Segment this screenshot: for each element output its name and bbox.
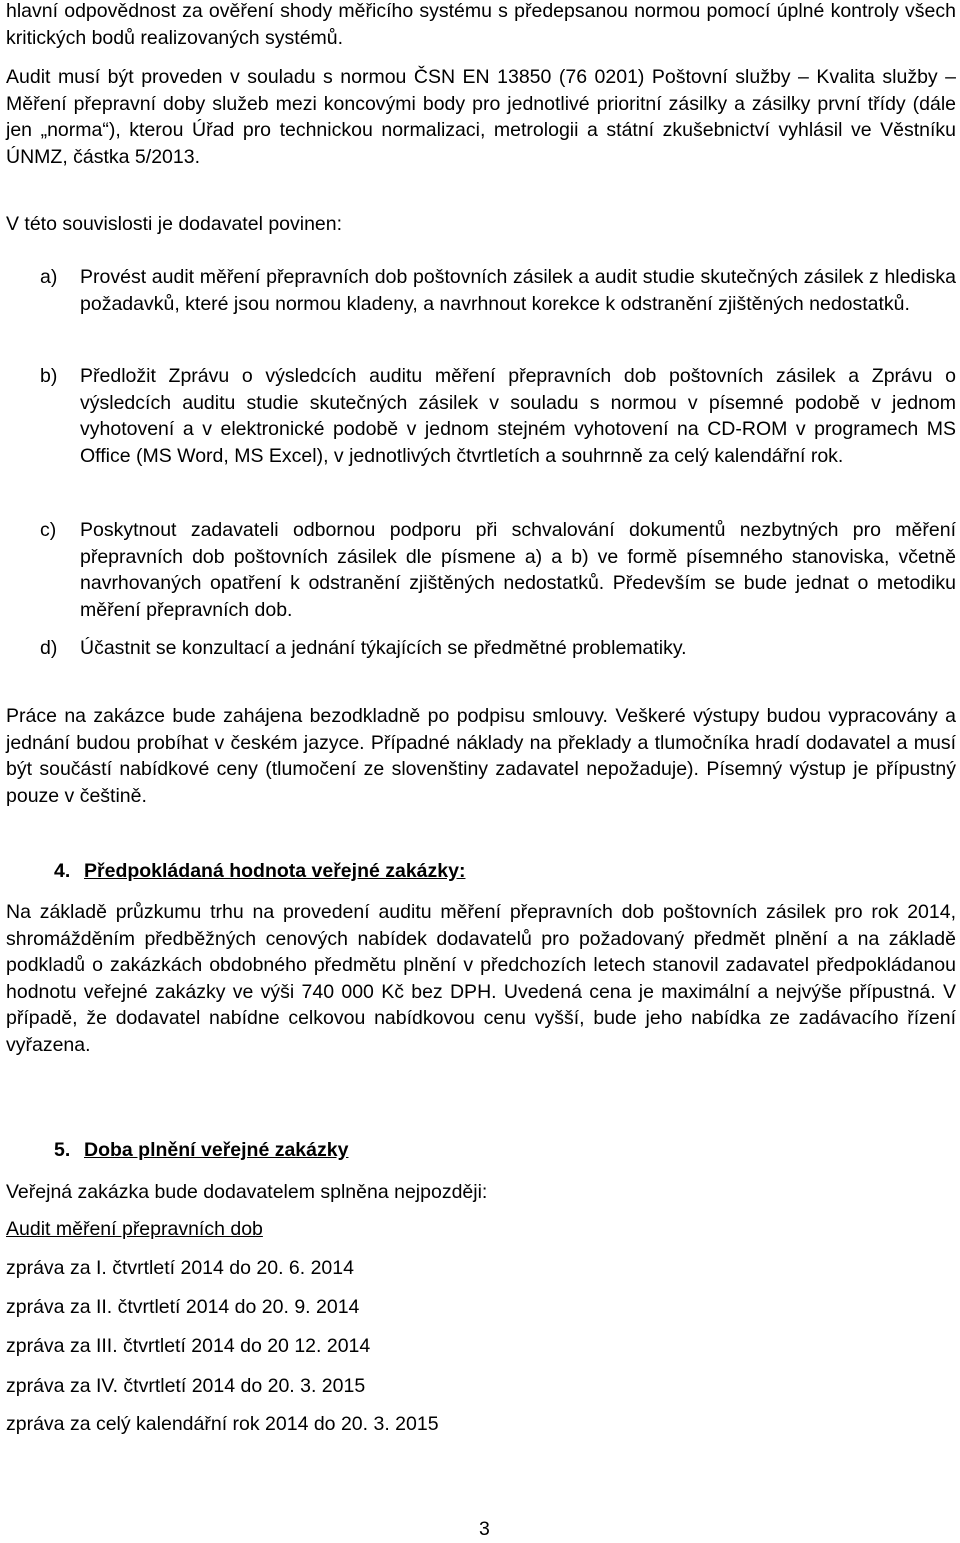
- duty-label: c): [40, 519, 57, 541]
- duty-item-b: [6, 363, 956, 469]
- schedule-item: zpráva za I. čtvrtletí 2014 do 20. 6. 2014: [6, 1257, 354, 1279]
- section-4-heading: [54, 858, 465, 885]
- duty-label: b): [40, 365, 58, 387]
- duty-label: a): [40, 266, 58, 288]
- intro-paragraph: hlavní odpovědnost za ověření shody měřicího systému s předepsanou normou pomocí úplné kontroly všech kritických bodů realizovaných systémů.: [6, 0, 956, 49]
- audit-paragraph: Audit musí být proveden v souladu s normou ČSN EN 13850 (76 0201) Poštovní služby – Kvalita služby – Měření přepravní doby služeb mezi koncovými body pro jednotlivé prioritní zásilky a zásilky první třídy (dále jen „norma“), kterou Úřad pro technickou normalizaci, metrologii a státní zkušebnictví vyhlásil ve Věstníku ÚNMZ, částka 5/2013.: [6, 66, 956, 168]
- schedule-item: zpráva za II. čtvrtletí 2014 do 20. 9. 2014: [6, 1296, 360, 1318]
- duty-text: Poskytnout zadavateli odbornou podporu při schvalování dokumentů nezbytných pro měření přepravních dob poštovních zásilek dle písmene a) a b) ve formě písemného stanoviska, včetně navrhovaných opatření k odstranění zjištěných nedostatků. Především se bude jednat o metodiku měření přepravních dob.: [80, 519, 956, 621]
- section-number: 4.: [54, 860, 71, 882]
- schedule-item: zpráva za IV. čtvrtletí 2014 do 20. 3. 2015: [6, 1375, 366, 1397]
- duty-label: d): [40, 637, 58, 659]
- duty-text: Provést audit měření přepravních dob poštovních zásilek a audit studie skutečných zásilek z hlediska požadavků, které jsou normou kladeny, a navrhnout korekce k odstranění zjištěných nedostatků.: [80, 266, 956, 315]
- section-number: 5.: [54, 1139, 71, 1161]
- work-paragraph: Práce na zakázce bude zahájena bezodkladně po podpisu smlouvy. Veškeré výstupy budou vypracovány a jednání budou probíhat v českém jazyce. Případné náklady na překlady a tlumočníka hradí dodavatel a musí být součástí nabídkové ceny (tlumočení ze slovenštiny zadavatel nepožaduje). Písemný výstup je přípustný pouze v češtině.: [6, 705, 956, 807]
- duty-item-d: [6, 635, 956, 662]
- duty-item-c: [6, 517, 956, 623]
- schedule-item: zpráva za celý kalendářní rok 2014 do 20. 3. 2015: [6, 1413, 439, 1435]
- section-5-intro: Veřejná zakázka bude dodavatelem splněna nejpozději:: [6, 1181, 488, 1203]
- section-title: Doba plnění veřejné zakázky: [84, 1139, 349, 1161]
- section-5-heading: [54, 1137, 348, 1164]
- section-4-body: Na základě průzkumu trhu na provedení auditu měření přepravních dob poštovních zásilek pro rok 2014, shromážděním předběžných cenových nabídek dodavatelů pro požadovaný předmět plnění a na základě podkladů o zakázkách obdobného předmětu plnění v předchozích letech stanovil zadavatel předpokládanou hodnotu veřejné zakázky ve výši 740 000 Kč bez DPH. Uvedená cena je maximální a nejvýše přípustná. V případě, že dodavatel nabídne celkovou nabídkovou cenu vyšší, bude jeho nabídka ze zadávacího řízení vyřazena.: [6, 901, 956, 1056]
- schedule-subheading: Audit měření přepravních dob: [6, 1218, 263, 1240]
- page-number: 3: [479, 1518, 490, 1540]
- schedule-item: zpráva za III. čtvrtletí 2014 do 20 12. 2014: [6, 1335, 371, 1357]
- duty-text: Předložit Zprávu o výsledcích auditu měření přepravních dob poštovních zásilek a Zprávu o výsledcích auditu studie skutečných zásilek v souladu s normou v písemné podobě v jednom vyhotovení a v elektronické podobě v jednom stejném vyhotovení na CD-ROM v programech MS Office (MS Word, MS Excel), v jednotlivých čtvrtletích a souhrnně za celý kalendářní rok.: [80, 365, 956, 467]
- duty-item-a: [6, 264, 956, 317]
- section-title: Předpokládaná hodnota veřejné zakázky:: [84, 860, 466, 882]
- duty-text: Účastnit se konzultací a jednání týkajících se předmětné problematiky.: [80, 637, 687, 659]
- duty-intro: V této souvislosti je dodavatel povinen:: [6, 213, 343, 235]
